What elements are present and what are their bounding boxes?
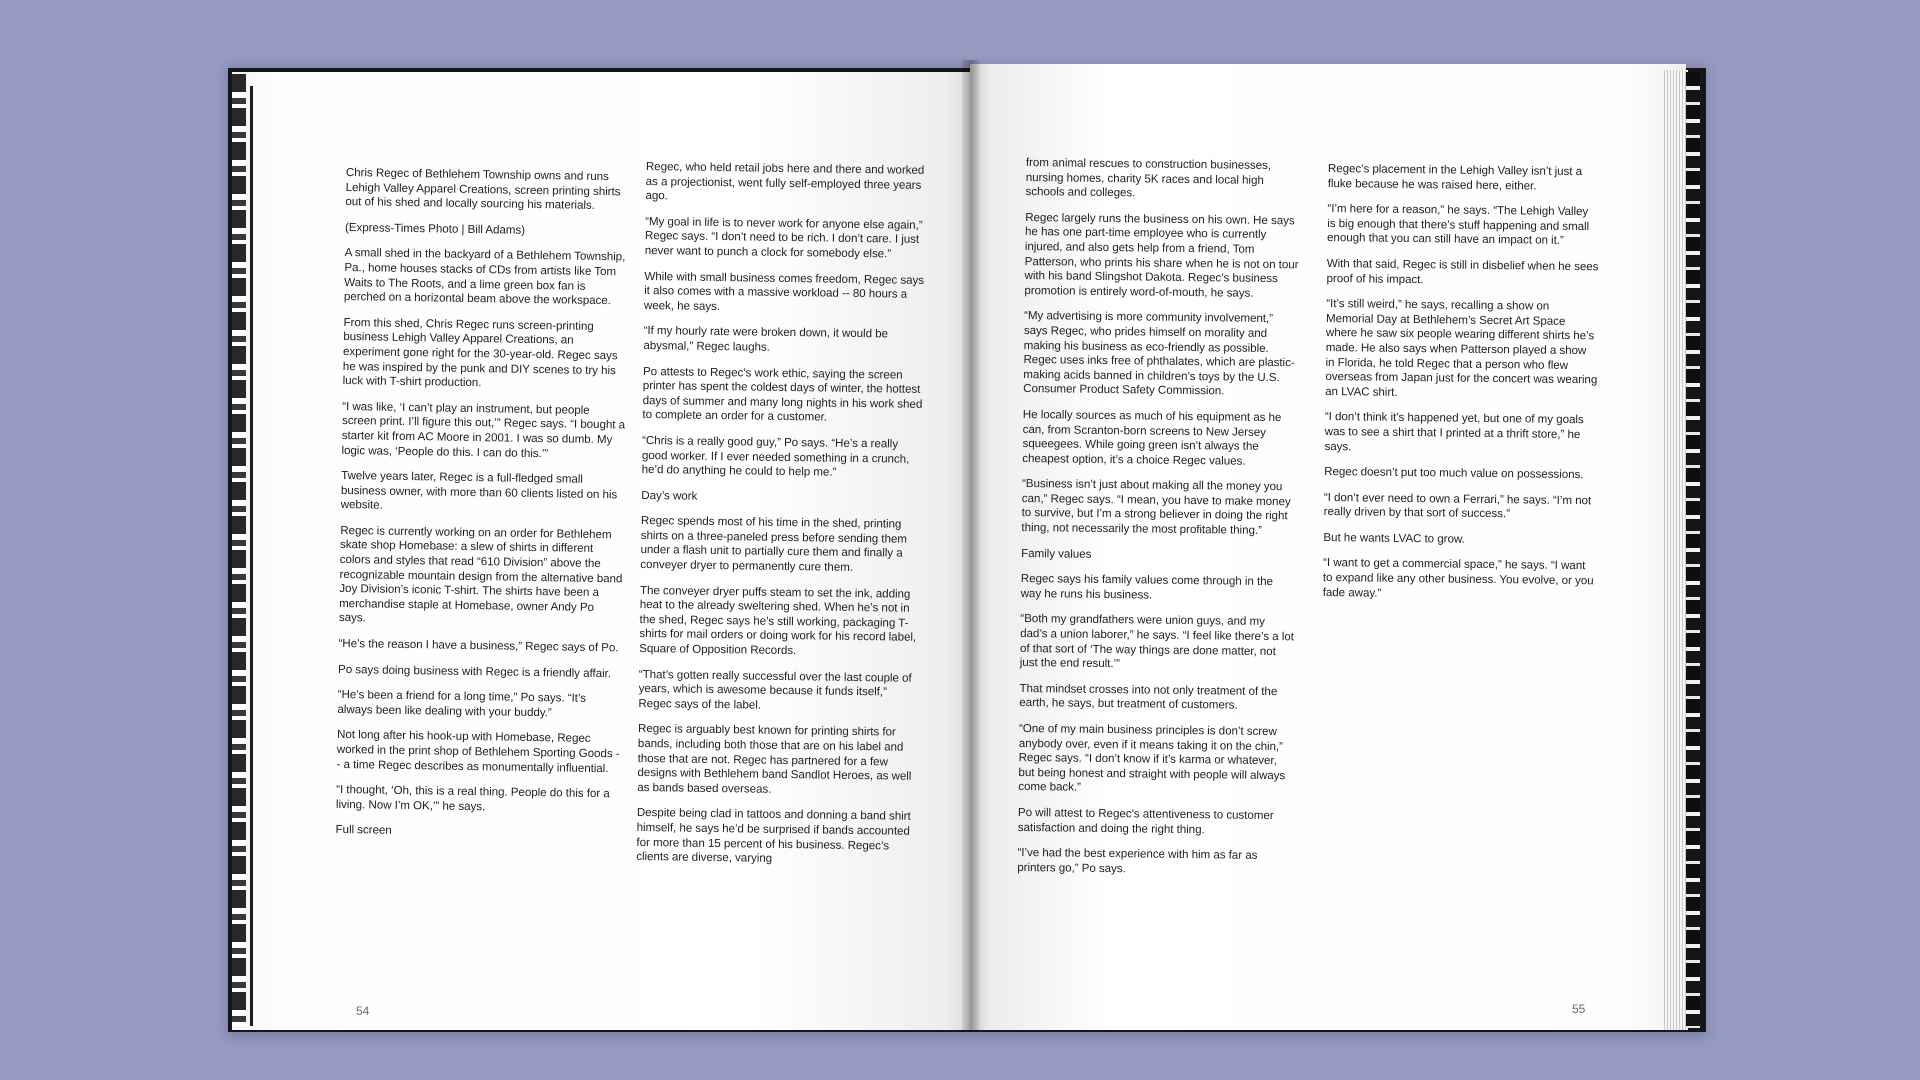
article-paragraph: “I’m here for a reason,” he says. “The Lehigh Valley is big enough that there’s stuff happening and small enough that you can still have an impact on it.” [1326,202,1590,248]
right-binding-edge [1686,72,1700,1028]
article-paragraph: “Chris is a really good guy,” Po says. “He’s a really good worker. If I ever needed something in a crunch, he’d do anything he could to help me.” [641,433,910,479]
article-paragraph: He locally sources as much of his equipment as he can, from Scranton-born screens to New Jersey squeegees. While going green isn’t always the cheapest option, it’s a choice Regec values. [1022,407,1282,468]
article-paragraph: A small shed in the backyard of a Bethlehem Township, Pa., home houses stacks of CDs from artists like Tom Waits to The Roots, and a lime green box fan is perched on a horizontal beam above the workspace. [343,246,626,308]
article-paragraph: “He’s the reason I have a business,” Regec says of Po. [338,636,619,655]
article-paragraph: Regec is currently working on an order for Bethlehem skate shop Homebase: a slew of shirts in different colors and styles that read “610 Division” above the recognizable mountain design from the alternative band Joy Division’s iconic T-shirt. The shirts have been a merchandise staple at Homebase, owner Andy Po says. [338,523,623,625]
article-paragraph: Regec doesn’t put too much value on possessions. [1324,465,1584,482]
article-paragraph: Day’s work [641,488,698,503]
article-paragraph: “Business isn’t just about making all the money you can,” Regec says. “I mean, you have to make money to survive, but I’m a strong believer in doing the right thing, not necessarily the most profitable thing.” [1021,477,1291,537]
article-paragraph: Regec’s placement in the Lehigh Valley isn’t just a fluke because he was raised here, either. [1327,162,1583,193]
article-paragraph: Regec, who held retail jobs here and there and worked as a projectionist, went fully self-employed three years ago. [645,160,925,203]
article-paragraph: “It’s still weird,” he says, recalling a show on Memorial Day at Bethlehem’s Secret Art Space where he saw six people wearing different shirts he’s made. He also says when Patterson played a show in Florida, he told Regec that a person who flew overseas from Japan just for the concert was wearing an LVAC shirt. [1325,297,1598,399]
right-page-number: 55 [1572,1002,1586,1016]
left-page-number: 54 [356,1004,370,1018]
article-paragraph: Regec largely runs the business on his own. He says he has one part-time employee who is currently injured, and also gets help from a friend, Tom Patterson, who prints his share when he is not on tour with his band Slingshot Dakota. Regec’s business promotion is entirely word-of-mouth, he says. [1024,210,1299,300]
left-binding-edge [232,74,246,1026]
article-paragraph: Full screen [335,823,392,838]
article-paragraph: From this shed, Chris Regec runs screen-printing business Lehigh Valley Apparel Creations, an experiment gone right for the 30-year-old. Regec says he was inspired by the punk and DIY scenes to try his luck with T-shirt production. [342,315,618,390]
article-paragraph: Po attests to Regec’s work ethic, saying the screen printer has spent the coldest days of winter, the hottest days of summer and many long nights in his work shed to complete an order for a customer. [642,364,923,424]
article-paragraph: “I don’t think it’s happened yet, but one of my goals was to see a shirt that I printed at a thrift store,” he says. [1324,410,1584,453]
article-paragraph: Not long after his hook-up with Homebase, Regec worked in the print shop of Bethlehem Sporting Goods -- a time Regec describes as monumentally influential. [336,728,620,775]
left-page-column-1 [335,166,630,853]
left-page-column-2 [636,160,930,880]
article-paragraph: “If my hourly rate were broken down, it would be abysmal,” Regec laughs. [643,324,889,354]
article-paragraph: “He’s been a friend for a long time,” Po says. “It’s always been like dealing with your buddy.” [337,688,587,720]
article-paragraph: Despite being clad in tattoos and donning a band shirt himself, he says he’d be surprised if bands accounted for more than 15 percent of his business. Regec’s clients are diverse, varying [636,806,911,865]
article-paragraph: Regec says his family values come through in the way he runs his business. [1020,572,1274,602]
article-paragraph: “That’s gotten really successful over the last couple of years, which is awesome because it funds itself,” Regec says of the label. [638,667,912,712]
article-paragraph: Family values [1021,546,1092,561]
article-paragraph: That mindset crosses into not only treatment of the earth, he says, but treatment of customers. [1019,681,1278,713]
right-page-column-1 [1017,156,1300,890]
article-paragraph: from animal rescues to construction businesses, nursing homes, charity 5K races and local high schools and colleges. [1025,156,1272,200]
left-page-rule [250,86,253,1026]
book-gutter [962,60,980,1032]
article-paragraph: Chris Regec of Bethlehem Township owns and runs Lehigh Valley Apparel Creations, screen printing shirts out of his shed and locally sourcing his materials. [345,166,621,213]
article-paragraph: With that said, Regec is still in disbelief when he sees proof of his impact. [1326,256,1599,286]
article-paragraph: But he wants LVAC to grow. [1323,530,1465,546]
article-paragraph: While with small business comes freedom, Regec says it also comes with a massive workload -- 80 hours a week, he says. [643,269,925,313]
article-paragraph: Regec spends most of his time in the shed, printing shirts on a three-paneled press before sending them under a flash unit to partially cure them and finally a conveyer dryer to permanently cure them. [640,514,908,574]
article-paragraph: “One of my main business principles is don’t screw anybody over, even if it means taking it on the chin,” Regec says. “I don’t know if it’s karma or whatever, but being honest and straight with people will always come back.” [1018,721,1286,795]
article-paragraph: The conveyer dryer puffs steam to set the ink, adding heat to the already sweltering shed. When he’s not in the shed, Regec says he’s still working, packaging T-shirts for mail orders or doing work for his record label, Square of Opposition Records. [639,583,917,658]
article-paragraph: “Both my grandfathers were union guys, and my dad’s a union laborer,” he says. “I feel like there’s a lot of that sort of ‘The way things are done matter, not just the end result.’” [1019,612,1294,671]
right-page-column-2 [1323,162,1600,615]
article-paragraph: Twelve years later, Regec is a full-fledged small business owner, with more than 60 clients listed on his website. [340,469,618,512]
article-paragraph: Regec is arguably best known for printing shirts for bands, including both those that are on his label and those that are not. Regec has partnered for a few designs with Bethlehem band Sandlot Heroes, as well as bands based overseas. [637,722,912,796]
article-paragraph: “I want to get a commercial space,” he says. “I want to expand like any other business. You evolve, or you fade away.” [1322,556,1594,600]
article-paragraph: “I thought, ‘Oh, this is a real thing. People do this for a living. Now I’m OK,’” he says. [335,783,610,814]
article-paragraph: Po says doing business with Regec is a friendly affair. [337,662,612,680]
article-paragraph: (Express-Times Photo | Bill Adams) [344,220,526,237]
article-paragraph: “I was like, ‘I can’t play an instrument, but people screen print. I’ll figure this out,’” Regec says. “I bought a starter kit from AC Moore in 2001. I was so dumb. My logic was, ‘People do this. I can do this.’” [341,399,626,460]
article-paragraph: “I don’t ever need to own a Ferrari,” he says. “I’m not really driven by that sort of success.” [1323,490,1592,521]
article-paragraph: “I’ve had the best experience with him as far as printers go,” Po says. [1017,846,1258,876]
article-paragraph: “My advertising is more community involvement,” says Regec, who prides himself on morality and making his business as eco-friendly as possible. Regec uses inks free of phthalates, which are plastic-making acids banned in children’s toys by the U.S. Consumer Product Safety Commission. [1023,309,1295,398]
right-page-edges [1662,70,1688,1030]
article-paragraph: “My goal in life is to never work for anyone else again,” Regec says. “I don’t need to be rich. I don’t care. I just never want to punch a clock for somebody else.” [644,214,923,261]
article-paragraph: Po will attest to Regec’s attentiveness to customer satisfaction and doing the right thing. [1017,805,1274,836]
